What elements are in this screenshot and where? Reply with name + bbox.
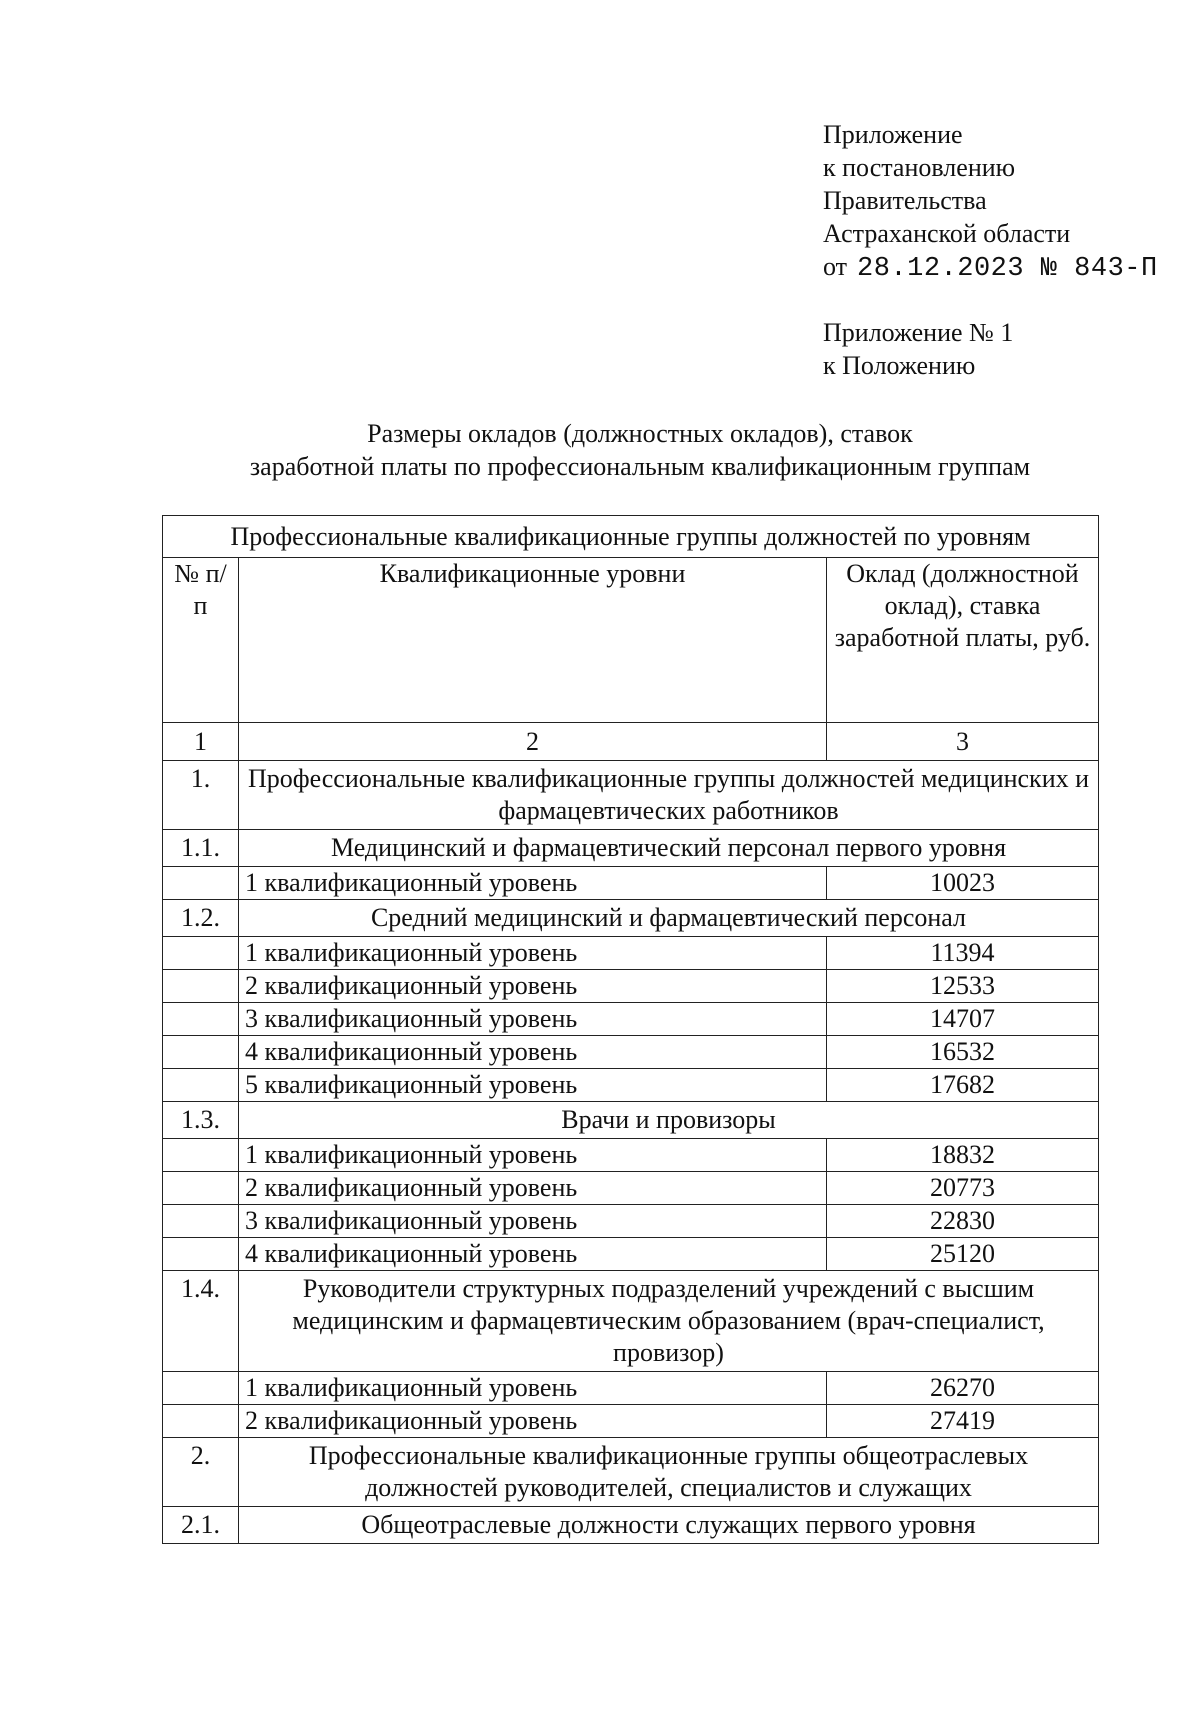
level-row <box>163 867 1099 900</box>
level-row <box>163 1036 1099 1069</box>
section-number: 1.1. <box>163 830 239 867</box>
section-row <box>163 830 1099 867</box>
level-salary: 27419 <box>827 1405 1099 1438</box>
group-header-row <box>163 516 1099 558</box>
section-title: Профессиональные квалификационные группы общеотраслевых должностей руководителей, специалистов и служащих <box>239 1438 1099 1507</box>
group-header-cell: Профессиональные квалификационные группы должностей по уровням <box>163 516 1099 558</box>
level-salary: 11394 <box>827 937 1099 970</box>
section-row <box>163 1507 1099 1544</box>
appendix2-line: Приложение № 1 <box>823 318 1014 347</box>
level-name: 1 квалификационный уровень <box>239 867 827 900</box>
appendix-line: Приложение <box>823 120 963 149</box>
section-title: Руководители структурных подразделений учреждений с высшим медицинским и фармацевтическим образованием (врач-специалист, провизор) <box>239 1271 1099 1372</box>
level-salary: 17682 <box>827 1069 1099 1102</box>
level-number-cell <box>163 937 239 970</box>
level-name: 4 квалификационный уровень <box>239 1238 827 1271</box>
level-number-cell <box>163 1238 239 1271</box>
column-number-row <box>163 723 1099 761</box>
column-header-row <box>163 558 1099 723</box>
section-title: Общеотраслевые должности служащих первого уровня <box>239 1507 1099 1544</box>
level-number-cell <box>163 867 239 900</box>
level-salary: 22830 <box>827 1205 1099 1238</box>
level-number-cell <box>163 1069 239 1102</box>
level-name: 3 квалификационный уровень <box>239 1205 827 1238</box>
document-title <box>160 417 1120 483</box>
level-salary: 14707 <box>827 1003 1099 1036</box>
column-header-salary: Оклад (должностной оклад), ставка заработной платы, руб. <box>827 558 1099 723</box>
appendix-line: Правительства <box>823 186 987 215</box>
level-row <box>163 1069 1099 1102</box>
appendix-block <box>823 118 1158 286</box>
appendix-line: Астраханской области <box>823 219 1071 248</box>
section-title: Профессиональные квалификационные группы должностей медицинских и фармацевтических работников <box>239 761 1099 830</box>
column-number: 2 <box>239 723 827 761</box>
level-name: 4 квалификационный уровень <box>239 1036 827 1069</box>
section-row <box>163 1438 1099 1507</box>
level-name: 3 квалификационный уровень <box>239 1003 827 1036</box>
level-row <box>163 1372 1099 1405</box>
level-salary: 18832 <box>827 1139 1099 1172</box>
level-name: 2 квалификационный уровень <box>239 1405 827 1438</box>
column-number: 3 <box>827 723 1099 761</box>
level-number-cell <box>163 1139 239 1172</box>
level-name: 5 квалификационный уровень <box>239 1069 827 1102</box>
level-row <box>163 1405 1099 1438</box>
salary-table <box>162 515 1099 1544</box>
section-row <box>163 900 1099 937</box>
level-name: 1 квалификационный уровень <box>239 1139 827 1172</box>
section-number: 2. <box>163 1438 239 1507</box>
level-number-cell <box>163 1205 239 1238</box>
title-line-2: заработной платы по профессиональным квалификационным группам <box>249 452 1031 481</box>
appendix2-line: к Положению <box>823 351 976 380</box>
level-name: 1 квалификационный уровень <box>239 1372 827 1405</box>
section-row <box>163 761 1099 830</box>
column-header-num: № п/п <box>163 558 239 723</box>
level-row <box>163 1238 1099 1271</box>
level-salary: 20773 <box>827 1172 1099 1205</box>
level-salary: 26270 <box>827 1372 1099 1405</box>
level-row <box>163 970 1099 1003</box>
section-number: 2.1. <box>163 1507 239 1544</box>
level-salary: 16532 <box>827 1036 1099 1069</box>
level-row <box>163 1172 1099 1205</box>
appendix-line: к постановлению <box>823 153 1016 182</box>
level-number-cell <box>163 970 239 1003</box>
level-row <box>163 1205 1099 1238</box>
level-number-cell <box>163 1405 239 1438</box>
date-stamp: 28.12.2023 № 843-П <box>857 254 1158 284</box>
appendix2-block <box>823 316 1013 382</box>
section-number: 1. <box>163 761 239 830</box>
level-number-cell <box>163 1036 239 1069</box>
section-row <box>163 1102 1099 1139</box>
level-row <box>163 1139 1099 1172</box>
section-title: Врачи и провизоры <box>239 1102 1099 1139</box>
section-number: 1.3. <box>163 1102 239 1139</box>
section-number: 1.4. <box>163 1271 239 1372</box>
level-row <box>163 937 1099 970</box>
title-line-1: Размеры окладов (должностных окладов), ставок <box>367 419 913 448</box>
section-row <box>163 1271 1099 1372</box>
column-number: 1 <box>163 723 239 761</box>
section-title: Медицинский и фармацевтический персонал первого уровня <box>239 830 1099 867</box>
section-number: 1.2. <box>163 900 239 937</box>
level-salary: 10023 <box>827 867 1099 900</box>
level-number-cell <box>163 1372 239 1405</box>
level-name: 2 квалификационный уровень <box>239 970 827 1003</box>
level-number-cell <box>163 1172 239 1205</box>
level-name: 2 квалификационный уровень <box>239 1172 827 1205</box>
date-prefix: от <box>823 252 848 281</box>
column-header-level: Квалификационные уровни <box>239 558 827 723</box>
date-line <box>823 250 1158 286</box>
level-row <box>163 1003 1099 1036</box>
level-salary: 12533 <box>827 970 1099 1003</box>
level-name: 1 квалификационный уровень <box>239 937 827 970</box>
level-salary: 25120 <box>827 1238 1099 1271</box>
section-title: Средний медицинский и фармацевтический персонал <box>239 900 1099 937</box>
level-number-cell <box>163 1003 239 1036</box>
